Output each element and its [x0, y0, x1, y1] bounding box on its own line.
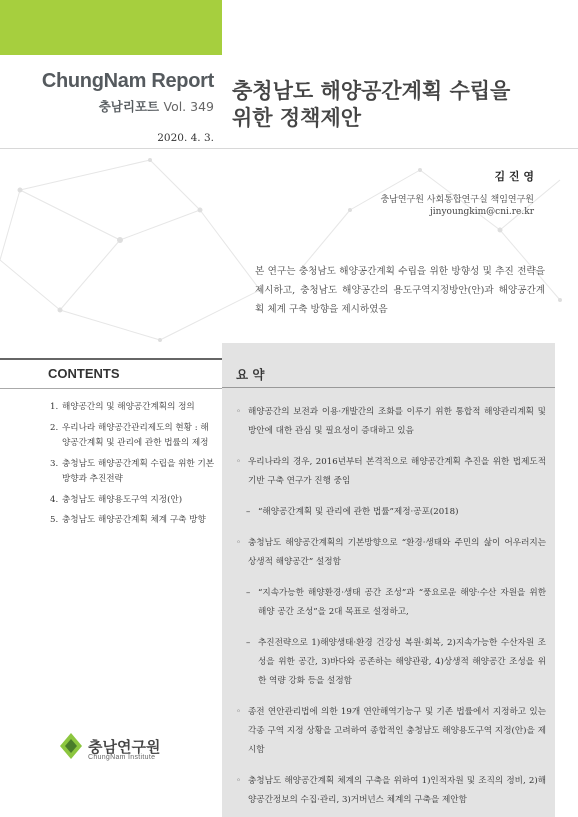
header-divider — [0, 148, 578, 149]
summary-bullet: ◦ 충청남도 해양공간계획 체계의 구축을 위하여 1)인적자원 및 조직의 정비, 2)해양공간정보의 수집·관리, 3)거버넌스 체계의 구축을 제안함 — [236, 776, 546, 805]
author-email[interactable]: jinyoungkim@cni.re.kr — [429, 207, 534, 217]
page-title — [232, 78, 562, 132]
contents-rule — [0, 388, 222, 389]
summary-subitem: – 추진전략으로 1)해양생태·환경 건강성 복원·회복, 2)지속가능한 수산자원 조성을 위한 공간, 3)바다와 공존하는 해양관광, 4)상생적 해양공간 조성을 위한 역량 강화 등을 설정함 — [246, 638, 546, 686]
summary-subitem: – “해양공간계획 및 관리에 관한 법률”제정·공포(2018) — [246, 507, 459, 517]
page-title-line-2: 위한 정책제안 — [232, 106, 362, 130]
report-series — [14, 97, 214, 115]
report-branding — [14, 70, 214, 115]
summary-list — [236, 403, 546, 817]
institute-name-ko: 충남연구원 — [88, 737, 161, 756]
report-title: ChungNam Report — [41, 70, 214, 92]
summary-subitem: – “지속가능한 해양환경·생태 공간 조성”과 “풍요로운 해양·수산 자원을 위한 해양 공간 조성”을 2대 목표로 설정하고, — [246, 588, 546, 617]
summary-bullet: ◦ 종전 연안관리법에 의한 19개 연안해역기능구 및 기존 법률에서 지정하고 있는 각종 구역 지정 상황을 고려하여 종합적인 충청남도 해양용도구역 지정(안)을 제시함 — [236, 707, 546, 755]
toc-item[interactable]: 3. 충청남도 해양공간계획 수립을 위한 기본방향과 추진전략 — [50, 458, 215, 484]
toc-item[interactable]: 1. 해양공간의 및 해양공간계획의 정의 — [50, 402, 195, 412]
author-name: 김 진 영 — [494, 170, 534, 183]
toc-item[interactable]: 4. 충청남도 해양용도구역 지정(안) — [50, 494, 183, 505]
contents-title: CONTENTS — [48, 366, 120, 381]
contents-top-rule — [0, 358, 222, 360]
summary-bullet: ◦ 해양공간의 보전과 이용·개발간의 조화를 이루기 위한 통합적 해양관리계획 및 방안에 대한 관심 및 필요성이 증대하고 있음 — [236, 407, 546, 436]
report-series-ko: 충남리포트 — [98, 99, 160, 114]
author-org: 충남연구원 사회통합연구실 책임연구원 — [380, 195, 534, 205]
page-title-line-1: 충청남도 해양공간계획 수립을 — [232, 79, 511, 103]
summary-rule — [222, 387, 555, 388]
toc-item[interactable]: 5. 충청남도 해양공간계획 체계 구축 방향 — [50, 515, 206, 525]
summary-bullet: ◦ 충청남도 해양공간계획의 기본방향으로 “환경·생태와 주민의 삶이 어우러지는 상생적 해양공간” 설정함 — [236, 538, 546, 567]
toc-list — [50, 400, 215, 534]
report-volume: Vol. 349 — [163, 99, 214, 114]
institute-logo-icon — [58, 731, 84, 761]
summary-bullet: ◦ 우리나라의 경우, 2016년부터 본격적으로 해양공간계획 추진을 위한 법제도적 기반 구축 연구가 진행 중임 — [236, 457, 546, 486]
toc-item[interactable]: 2. 우리나라 해양공간관리제도의 현황 : 해양공간계획 및 관리에 관한 법률의 제정 — [50, 422, 209, 448]
institute-name-en: ChungNam Institute — [88, 754, 156, 761]
summary-panel — [222, 343, 555, 817]
author-block — [380, 168, 534, 217]
report-date: 2020. 4. 3. — [157, 132, 214, 144]
summary-title: 요 약 — [236, 367, 265, 382]
abstract: 본 연구는 충청남도 해양공간계획 수립을 위한 방향성 및 추진 전략을 제시하고, 충청남도 해양공간의 용도구역지정방안(안)과 해양공간계획 체계 구축 방향을 제시하였음 — [255, 266, 545, 315]
green-header-block — [0, 0, 222, 55]
